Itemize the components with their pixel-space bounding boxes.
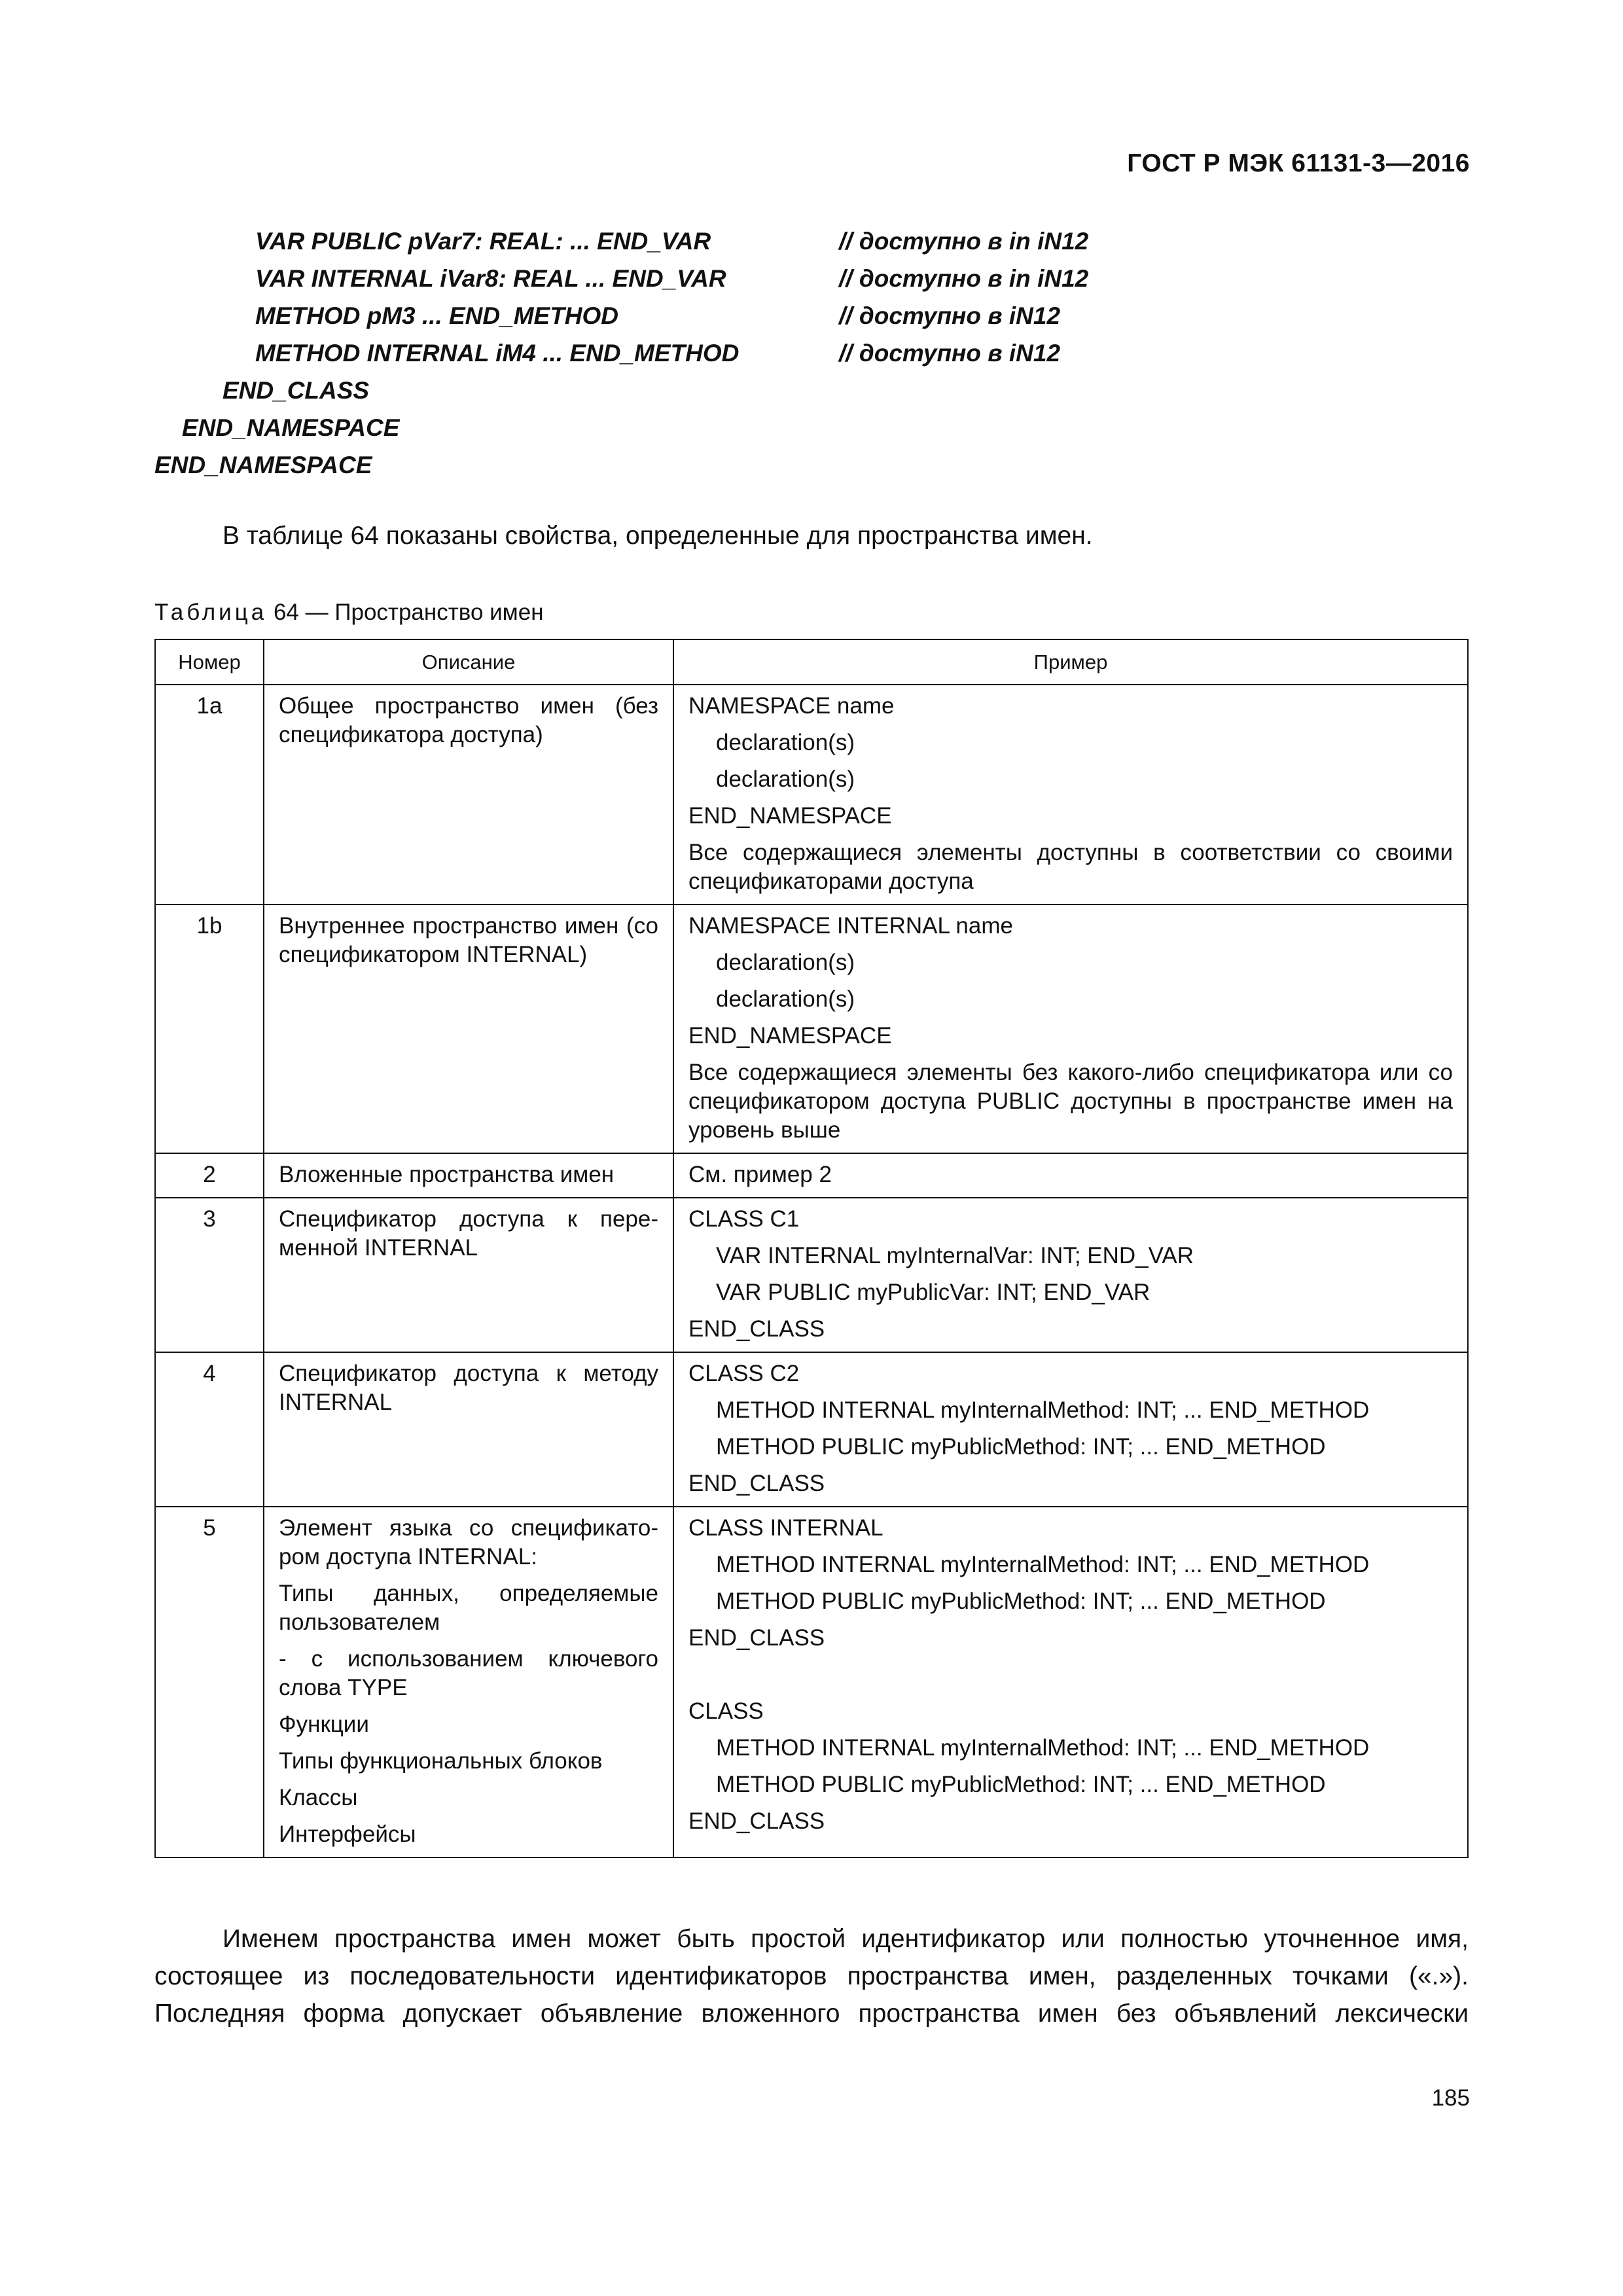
example-line: Все содержащиеся элементы без какого-либо спецификатора или со спецификатором доступа PUBLIC доступны в пространстве имен на уровень выше [688, 1060, 1453, 1143]
table-row [155, 1507, 1468, 1857]
table-row [155, 905, 1468, 1153]
row-number: 5 [155, 1507, 264, 1857]
header-desc: Описание [264, 639, 673, 685]
table-caption-label: Таблица [154, 600, 268, 625]
example-line: CLASS C2 [688, 1361, 800, 1386]
row-number: 1a [155, 685, 264, 905]
example-line: END_CLASS [688, 1471, 825, 1496]
description-line: - с использованием ключевого слова TYPE [279, 1646, 658, 1700]
example-line: END_CLASS [688, 1625, 825, 1651]
header-num: Номер [155, 639, 264, 685]
code-line: VAR INTERNAL iVar8: REAL ... END_VAR [255, 265, 726, 292]
example-line: Все содержащиеся элементы доступны в соответствии со своими спецификаторами доступа [688, 840, 1453, 894]
table-body [155, 685, 1468, 1857]
row-number: 3 [155, 1198, 264, 1352]
row-description [264, 905, 673, 1153]
row-number: 2 [155, 1153, 264, 1198]
description-line: Внутреннее пространство имен (со спецификатором INTERNAL) [279, 913, 658, 967]
code-line: END_NAMESPACE [154, 452, 372, 478]
table-header-row [155, 639, 1468, 685]
example-spacer [688, 1660, 1453, 1689]
description-line: Функции [279, 1712, 369, 1737]
example-line: См. пример 2 [688, 1162, 832, 1187]
example-line: CLASS C1 [688, 1206, 800, 1232]
closing-line: Последняя форма допускает объявление вложенного пространства имен без объявлений лексически [154, 2000, 1469, 2028]
description-line: Вложенные пространства имен [279, 1162, 615, 1187]
example-line: NAMESPACE name [688, 693, 895, 719]
example-line: NAMESPACE INTERNAL name [688, 913, 1013, 939]
example-line: VAR PUBLIC myPublicVar: INT; END_VAR [716, 1280, 1150, 1305]
row-number: 4 [155, 1352, 264, 1507]
code-line: END_CLASS [223, 377, 370, 404]
code-line: METHOD INTERNAL iM4 ... END_METHOD [255, 340, 740, 367]
row-description [264, 685, 673, 905]
table-caption-title: 64 — Пространство имен [267, 600, 544, 625]
table-row [155, 685, 1468, 905]
document-id-header: ГОСТ Р МЭК 61131-3—2016 [1127, 149, 1470, 177]
code-comment: // доступно в in iN12 [839, 265, 1089, 292]
example-line: END_CLASS [688, 1316, 825, 1342]
example-line: declaration(s) [716, 766, 855, 792]
description-line: Классы [279, 1785, 358, 1810]
example-line: VAR INTERNAL myInternalVar: INT; END_VAR [716, 1243, 1194, 1268]
row-example [673, 685, 1468, 905]
code-line: VAR PUBLIC pVar7: REAL: ... END_VAR [255, 228, 711, 255]
description-line: Общее пространство имен (без спецификатора доступа) [279, 693, 658, 747]
example-line: END_NAMESPACE [688, 1023, 892, 1049]
row-example [673, 1352, 1468, 1507]
closing-line: Именем пространства имен может быть простой идентификатор или полностью уточненное имя, [223, 1925, 1469, 1953]
row-example [673, 905, 1468, 1153]
example-line: declaration(s) [716, 986, 855, 1012]
table-row [155, 1198, 1468, 1352]
example-line: METHOD INTERNAL myInternalMethod: INT; ... END_METHOD [716, 1735, 1370, 1761]
description-line: Типы данных, определяемые пользователем [279, 1581, 658, 1635]
example-line: METHOD PUBLIC myPublicMethod: INT; ... END_METHOD [716, 1434, 1326, 1460]
code-comment: // доступно в iN12 [839, 340, 1061, 367]
row-description [264, 1198, 673, 1352]
description-line: Типы функциональных блоков [279, 1748, 603, 1774]
example-line: CLASS INTERNAL [688, 1515, 883, 1541]
description-line: Спецификатор доступа к методу INTERNAL [279, 1361, 658, 1415]
description-line: Элемент языка со спецификато-ром доступа INTERNAL: [279, 1515, 658, 1570]
table-caption [154, 600, 544, 626]
code-line: METHOD pM3 ... END_METHOD [255, 302, 619, 329]
example-line: METHOD PUBLIC myPublicMethod: INT; ... END_METHOD [716, 1772, 1326, 1797]
header-example: Пример [673, 639, 1468, 685]
code-line: END_NAMESPACE [182, 414, 400, 441]
table-row [155, 1153, 1468, 1198]
table-row [155, 1352, 1468, 1507]
example-line: declaration(s) [716, 950, 855, 975]
description-line: Спецификатор доступа к пере-менной INTERNAL [279, 1206, 658, 1261]
example-line: END_NAMESPACE [688, 803, 892, 829]
description-line: Интерфейсы [279, 1821, 416, 1847]
namespace-table [154, 639, 1469, 1858]
row-example [673, 1153, 1468, 1198]
code-comment: // доступно в in iN12 [839, 228, 1089, 255]
example-line: METHOD PUBLIC myPublicMethod: INT; ... END_METHOD [716, 1588, 1326, 1614]
example-line: METHOD INTERNAL myInternalMethod: INT; ... END_METHOD [716, 1397, 1370, 1423]
code-comment: // доступно в iN12 [839, 302, 1061, 329]
row-description [264, 1507, 673, 1857]
page-number: 185 [1431, 2085, 1470, 2111]
row-description [264, 1153, 673, 1198]
example-line: CLASS [688, 1698, 764, 1724]
row-number: 1b [155, 905, 264, 1153]
row-example [673, 1198, 1468, 1352]
example-line: END_CLASS [688, 1808, 825, 1834]
row-description [264, 1352, 673, 1507]
example-line: METHOD INTERNAL myInternalMethod: INT; ... END_METHOD [716, 1552, 1370, 1577]
row-example [673, 1507, 1468, 1857]
closing-line: состоящее из последовательности идентификаторов пространства имен, разделенных точками («.»). [154, 1962, 1469, 1990]
intro-paragraph: В таблице 64 показаны свойства, определенные для пространства имен. [223, 522, 1093, 550]
example-line: declaration(s) [716, 730, 855, 755]
